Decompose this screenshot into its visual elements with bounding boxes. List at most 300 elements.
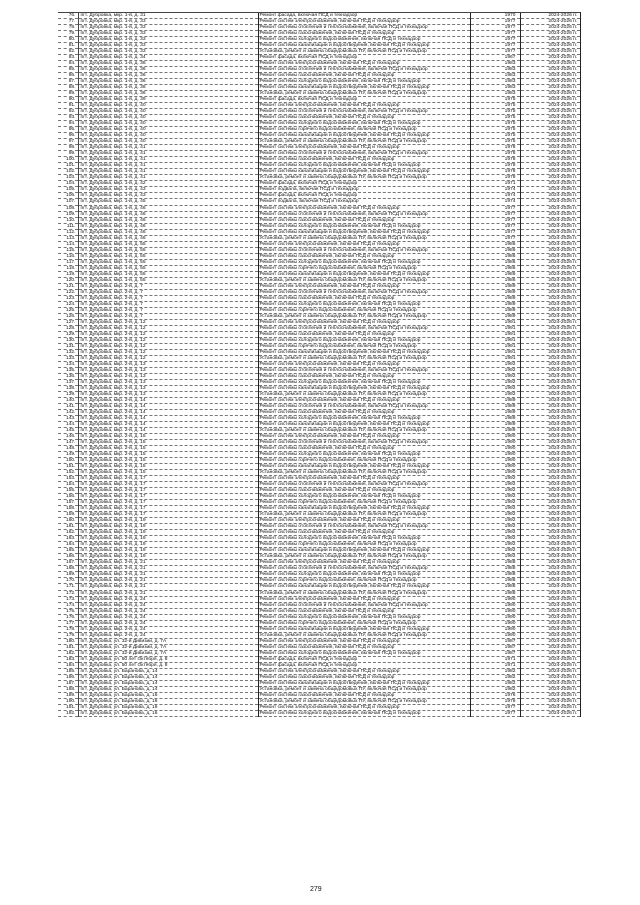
build-year-cell: 1978 bbox=[470, 157, 520, 163]
row-number: 167. bbox=[58, 560, 78, 566]
repair-period-cell: 2024-2026 гг. bbox=[520, 446, 580, 452]
repair-period-cell: 2024-2026 гг. bbox=[520, 632, 580, 638]
build-year-cell: 1977 bbox=[470, 235, 520, 241]
work-type-cell: Ремонт систем электроснабжения, включая ПСД и технадзор bbox=[258, 596, 470, 602]
address-cell: пгт. Дубровка, мкр. 2-й, д. 12 bbox=[78, 355, 258, 361]
repair-period-cell: 2024-2026 гг. bbox=[520, 67, 580, 73]
row-number: 127. bbox=[58, 319, 78, 325]
build-year-cell: 1991 bbox=[470, 325, 520, 331]
build-year-cell: 1975 bbox=[470, 127, 520, 133]
work-type-cell: Ремонт фасада, включая ПСД и технадзор bbox=[258, 97, 470, 103]
row-number: 131. bbox=[58, 343, 78, 349]
work-type-cell: Ремонт системы отопления и теплоснабжения, включая ПСД и технадзор bbox=[258, 482, 470, 488]
row-number: 149. bbox=[58, 452, 78, 458]
work-type-cell: Ремонт системы газоснабжения, включая ПСД и технадзор bbox=[258, 73, 470, 79]
build-year-cell: 1967 bbox=[470, 55, 520, 61]
repair-period-cell: 2024-2026 гг. bbox=[520, 704, 580, 710]
build-year-cell: 1991 bbox=[470, 355, 520, 361]
build-year-cell: 1983 bbox=[470, 61, 520, 67]
work-type-cell: Установка, ремонт и замена общедомовых ПУ, включая ПСД и технадзор bbox=[258, 277, 470, 283]
work-type-cell: Ремонт системы канализации и водоотведения, включая ПСД и технадзор bbox=[258, 385, 470, 391]
work-type-cell: Ремонт систем электроснабжения, включая ПСД и технадзор bbox=[258, 205, 470, 211]
address-cell: пгт. Дубровка, мкр. 1-й, д. 41 bbox=[78, 163, 258, 169]
row-number: 97. bbox=[58, 139, 78, 145]
address-cell: пгт. Дубровка, мкр. 1-й, д. 46 bbox=[78, 235, 258, 241]
repair-period-cell: 2024-2026 гг. bbox=[520, 73, 580, 79]
repair-period-cell: 2024-2026 гг. bbox=[520, 43, 580, 49]
row-number: 112. bbox=[58, 229, 78, 235]
work-type-cell: Ремонт системы холодного водоснабжения, включая ПСД и технадзор bbox=[258, 614, 470, 620]
row-number: 174. bbox=[58, 602, 78, 608]
row-number: 126. bbox=[58, 313, 78, 319]
work-type-cell: Ремонт системы канализации и водоотведения, включая ПСД и технадзор bbox=[258, 548, 470, 554]
address-cell: пгт. Дубровка, мкр. 1-й, д. 55 bbox=[78, 241, 258, 247]
repair-period-cell: 2024-2026 гг. bbox=[520, 686, 580, 692]
repair-period-cell: 2024-2026 гг. bbox=[520, 458, 580, 464]
work-type-cell: Ремонт систем электроснабжения, включая ПСД и технадзор bbox=[258, 103, 470, 109]
repair-schedule-table-wrapper bbox=[58, 12, 580, 717]
work-type-cell: Ремонт системы газоснабжения, включая ПСД и технадзор bbox=[258, 644, 470, 650]
address-cell: пгт. Дубровка, мкр. 1-й, д. 36 bbox=[78, 91, 258, 97]
address-cell: пгт. Дубровка, мкр. 1-й, д. 46 bbox=[78, 223, 258, 229]
address-cell: пгт. Дубровка, мкр. 2-й, д. 12 bbox=[78, 343, 258, 349]
address-cell: пгт. Дубровка, мкр. 2-й, д. 14 bbox=[78, 404, 258, 410]
work-type-cell: Ремонт системы горячего водоснабжения, включая ПСД и технадзор bbox=[258, 343, 470, 349]
repair-period-cell: 2024-2026 гг. bbox=[520, 361, 580, 367]
address-cell: пгт. Дубровка, мкр. 2-й, д. 24 bbox=[78, 614, 258, 620]
work-type-cell: Ремонт системы горячего водоснабжения, включая ПСД и технадзор bbox=[258, 542, 470, 548]
repair-period-cell: 2024-2026 гг. bbox=[520, 205, 580, 211]
address-cell: пгт. Дубровка, мкр. 2-й, д. 21 bbox=[78, 560, 258, 566]
row-number: 116. bbox=[58, 253, 78, 259]
row-number: 101. bbox=[58, 163, 78, 169]
address-cell: пгт. Дубровка, мкр. 1-й, д. 55 bbox=[78, 259, 258, 265]
build-year-cell: 1975 bbox=[470, 115, 520, 121]
address-cell: пгт. Дубровка, мкр. 2-й, д. 17 bbox=[78, 512, 258, 518]
address-cell: пгт. Дубровка, мкр. 1-й, д. 40 bbox=[78, 103, 258, 109]
build-year-cell: 1990 bbox=[470, 608, 520, 614]
work-type-cell: Установка, ремонт и замена общедомовых ПУ, включая ПСД и технадзор bbox=[258, 512, 470, 518]
build-year-cell: 1989 bbox=[470, 404, 520, 410]
address-cell: пгт. Дубровка, мкр. 2-й, д. 15 bbox=[78, 458, 258, 464]
build-year-cell: 1992 bbox=[470, 554, 520, 560]
address-cell: пгт. Дубровка, мкр. 1-й, д. 33 bbox=[78, 19, 258, 25]
build-year-cell: 1992 bbox=[470, 379, 520, 385]
work-type-cell: Установка, ремонт и замена общедомовых ПУ, включая ПСД и технадзор bbox=[258, 175, 470, 181]
build-year-cell: 1977 bbox=[470, 37, 520, 43]
repair-period-cell: 2024-2026 гг. bbox=[520, 512, 580, 518]
work-type-cell: Ремонт системы горячего водоснабжения, включая ПСД и технадзор bbox=[258, 307, 470, 313]
address-cell: пгт. Дубровка, мкр. 2-й, д. 13 bbox=[78, 379, 258, 385]
build-year-cell: 1990 bbox=[470, 602, 520, 608]
address-cell: пгт. Дубровка, мкр. 1-й, д. 46 bbox=[78, 211, 258, 217]
repair-period-cell: 2024-2026 гг. bbox=[520, 638, 580, 644]
row-number: 163. bbox=[58, 536, 78, 542]
row-number: 124. bbox=[58, 301, 78, 307]
repair-period-cell: 2024-2026 гг. bbox=[520, 265, 580, 271]
work-type-cell: Ремонт системы отопления и теплоснабжения, включая ПСД и технадзор bbox=[258, 247, 470, 253]
address-cell: пгт. Дубровка, мкр. 1-й, д. 41 bbox=[78, 157, 258, 163]
repair-period-cell: 2024-2026 гг. bbox=[520, 373, 580, 379]
repair-period-cell: 2024-2026 гг. bbox=[520, 506, 580, 512]
build-year-cell: 1975 bbox=[470, 133, 520, 139]
build-year-cell: 1992 bbox=[470, 367, 520, 373]
build-year-cell: 1990 bbox=[470, 458, 520, 464]
work-type-cell: Ремонт системы газоснабжения, включая ПСД и технадзор bbox=[258, 31, 470, 37]
repair-period-cell: 2024-2026 гг. bbox=[520, 109, 580, 115]
work-type-cell: Ремонт системы отопления и теплоснабжения, включая ПСД и технадзор bbox=[258, 602, 470, 608]
address-cell: пгт. Дубровка, мкр. 1-й, д. 46 bbox=[78, 229, 258, 235]
work-type-cell: Ремонт систем электроснабжения, включая ПСД и технадзор bbox=[258, 518, 470, 524]
address-cell: пгт. Дубровка, мкр. 1-й, д. 33 bbox=[78, 49, 258, 55]
repair-period-cell: 2024-2026 гг. bbox=[520, 313, 580, 319]
work-type-cell: Ремонт систем электроснабжения, включая ПСД и технадзор bbox=[258, 19, 470, 25]
row-number: 154. bbox=[58, 482, 78, 488]
address-cell: пгт. Дубровка, мкр. 1-й, д. 45 bbox=[78, 199, 258, 205]
build-year-cell: 1987 bbox=[470, 650, 520, 656]
row-number: 189. bbox=[58, 692, 78, 698]
address-cell: пгт. Дубровка, мкр. 2-й, д. 15 bbox=[78, 452, 258, 458]
build-year-cell: 1982 bbox=[470, 680, 520, 686]
repair-period-cell: 2024-2026 гг. bbox=[520, 566, 580, 572]
address-cell: пгт. Дубровка, мкр. 1-й, д. 55 bbox=[78, 271, 258, 277]
row-number: 99. bbox=[58, 151, 78, 157]
build-year-cell: 1978 bbox=[470, 175, 520, 181]
build-year-cell: 1977 bbox=[470, 223, 520, 229]
row-number: 152. bbox=[58, 470, 78, 476]
work-type-cell: Ремонт системы горячего водоснабжения, включая ПСД и технадзор bbox=[258, 265, 470, 271]
build-year-cell: 1977 bbox=[470, 217, 520, 223]
address-cell: пгт. Дубровка, мкр. 1-й, д. 40 bbox=[78, 127, 258, 133]
address-cell: пгт. Дубровка, мкр. 2-й, д. 14 bbox=[78, 428, 258, 434]
repair-period-cell: 2024-2026 гг. bbox=[520, 55, 580, 61]
row-number: 162. bbox=[58, 530, 78, 536]
row-number: 122. bbox=[58, 289, 78, 295]
repair-period-cell: 2024-2026 гг. bbox=[520, 452, 580, 458]
address-cell: пгт. Дубровка, мкр. 1-й, д. 43 bbox=[78, 193, 258, 199]
work-type-cell: Ремонт систем электроснабжения, включая ПСД и технадзор bbox=[258, 704, 470, 710]
repair-period-cell: 2024-2026 гг. bbox=[520, 440, 580, 446]
work-type-cell: Ремонт системы холодного водоснабжения, включая ПСД и технадзор bbox=[258, 536, 470, 542]
repair-period-cell: 2024-2026 гг. bbox=[520, 656, 580, 662]
work-type-cell: Ремонт системы холодного водоснабжения, включая ПСД и технадзор bbox=[258, 259, 470, 265]
build-year-cell: 1989 bbox=[470, 301, 520, 307]
row-number: 138. bbox=[58, 385, 78, 391]
repair-period-cell: 2024-2026 гг. bbox=[520, 367, 580, 373]
work-type-cell: Ремонт системы канализации и водоотведения, включая ПСД и технадзор bbox=[258, 85, 470, 91]
address-cell: пгт. Дубровка, мкр. 2-й, д. 17 bbox=[78, 494, 258, 500]
work-type-cell: Ремонт системы холодного водоснабжения, включая ПСД и технадзор bbox=[258, 37, 470, 43]
address-cell: пгт. Дубровка, мкр. 2-й, д. 13 bbox=[78, 373, 258, 379]
row-number: 165. bbox=[58, 548, 78, 554]
repair-period-cell: 2024-2026 гг. bbox=[520, 331, 580, 337]
repair-period-cell: 2024-2026 гг. bbox=[520, 121, 580, 127]
build-year-cell: 1992 bbox=[470, 530, 520, 536]
repair-period-cell: 2024-2026 гг. bbox=[520, 13, 580, 19]
build-year-cell: 1990 bbox=[470, 446, 520, 452]
row-number: 123. bbox=[58, 295, 78, 301]
repair-period-cell: 2024-2026 гг. bbox=[520, 698, 580, 704]
work-type-cell: Ремонт системы газоснабжения, включая ПСД и технадзор bbox=[258, 692, 470, 698]
row-number: 180. bbox=[58, 638, 78, 644]
build-year-cell: 1992 bbox=[470, 524, 520, 530]
row-number: 107. bbox=[58, 199, 78, 205]
repair-period-cell: 2024-2026 гг. bbox=[520, 253, 580, 259]
table-body bbox=[58, 13, 580, 717]
row-number: 113. bbox=[58, 235, 78, 241]
build-year-cell: 1988 bbox=[470, 590, 520, 596]
address-cell: пгт. Дубровка, мкр. 1-й, д. 36 bbox=[78, 85, 258, 91]
repair-period-cell: 2024-2026 гг. bbox=[520, 25, 580, 31]
row-number: 141. bbox=[58, 404, 78, 410]
work-type-cell: Ремонт системы канализации и водоотведения, включая ПСД и технадзор bbox=[258, 506, 470, 512]
work-type-cell: Ремонт системы газоснабжения, включая ПСД и технадзор bbox=[258, 253, 470, 259]
address-cell: пгт. Дубровка, мкр. 2-й, д. 24 bbox=[78, 596, 258, 602]
repair-period-cell: 2024-2026 гг. bbox=[520, 434, 580, 440]
repair-period-cell: 2024-2026 гг. bbox=[520, 476, 580, 482]
address-cell: пгт. Дубровка, мкр. 1-й, д. 33 bbox=[78, 43, 258, 49]
build-year-cell: 1992 bbox=[470, 542, 520, 548]
build-year-cell: 1990 bbox=[470, 452, 520, 458]
work-type-cell: Ремонт системы канализации и водоотведения, включая ПСД и технадзор bbox=[258, 349, 470, 355]
build-year-cell: 1976 bbox=[470, 692, 520, 698]
build-year-cell: 1976 bbox=[470, 698, 520, 704]
row-number: 170. bbox=[58, 578, 78, 584]
build-year-cell: 1990 bbox=[470, 434, 520, 440]
work-type-cell: Установка, ремонт и замена общедомовых ПУ, включая ПСД и технадзор bbox=[258, 470, 470, 476]
address-cell: пгт. Дубровка, мкр. 2-й, д. 19 bbox=[78, 536, 258, 542]
repair-period-cell: 2024-2026 гг. bbox=[520, 277, 580, 283]
work-type-cell: Ремонт системы отопления и теплоснабжения, включая ПСД и технадзор bbox=[258, 524, 470, 530]
address-cell: пгт. Дубровка, мкр. 1-й, д. 33 bbox=[78, 31, 258, 37]
row-number: 96. bbox=[58, 133, 78, 139]
build-year-cell: 1977 bbox=[470, 19, 520, 25]
row-number: 182. bbox=[58, 650, 78, 656]
row-number: 115. bbox=[58, 247, 78, 253]
row-number: 186. bbox=[58, 674, 78, 680]
repair-period-cell: 2024-2026 гг. bbox=[520, 199, 580, 205]
repair-period-cell: 2024-2026 гг. bbox=[520, 560, 580, 566]
row-number: 146. bbox=[58, 434, 78, 440]
build-year-cell: 1992 bbox=[470, 512, 520, 518]
build-year-cell: 1986 bbox=[470, 259, 520, 265]
row-number: 190. bbox=[58, 698, 78, 704]
address-cell: пгт. Дубровка, ул. Баранова, д. 16 bbox=[78, 704, 258, 710]
row-number: 88. bbox=[58, 85, 78, 91]
address-cell: пгт. Дубровка, мкр. 1-й, д. 40 bbox=[78, 109, 258, 115]
work-type-cell: Ремонт подвала, включая ПСД и технадзор bbox=[258, 199, 470, 205]
address-cell: пгт. Дубровка, мкр. 2-й, д. 24 bbox=[78, 608, 258, 614]
address-cell: пгт. Дубровка, мкр. 1-й, д. 55 bbox=[78, 277, 258, 283]
address-cell: пгт. Дубровка, мкр. 1-й, д. 34 bbox=[78, 55, 258, 61]
work-type-cell: Ремонт системы холодного водоснабжения, включая ПСД и технадзор bbox=[258, 416, 470, 422]
row-number: 153. bbox=[58, 476, 78, 482]
build-year-cell: 1982 bbox=[470, 686, 520, 692]
row-number: 150. bbox=[58, 458, 78, 464]
work-type-cell: Ремонт системы холодного водоснабжения, включая ПСД и технадзор bbox=[258, 223, 470, 229]
repair-period-cell: 2024-2026 гг. bbox=[520, 127, 580, 133]
address-cell: пгт. Дубровка, мкр. 2-й, д. 24 bbox=[78, 626, 258, 632]
repair-period-cell: 2024-2026 гг. bbox=[520, 385, 580, 391]
work-type-cell: Ремонт системы холодного водоснабжения, включая ПСД и технадзор bbox=[258, 379, 470, 385]
address-cell: пгт. Дубровка, мкр. 1-й, д. 55 bbox=[78, 247, 258, 253]
address-cell: пгт. Дубровка, мкр. 2-й, д. 15 bbox=[78, 464, 258, 470]
work-type-cell: Ремонт системы газоснабжения, включая ПСД и технадзор bbox=[258, 410, 470, 416]
row-number: 90. bbox=[58, 97, 78, 103]
row-number: 85. bbox=[58, 67, 78, 73]
address-cell: пгт. Дубровка, мкр. 2-й, д. 13 bbox=[78, 361, 258, 367]
repair-period-cell: 2024-2026 гг. bbox=[520, 391, 580, 397]
repair-period-cell: 2024-2026 гг. bbox=[520, 193, 580, 199]
work-type-cell: Ремонт фасада, включая ПСД и технадзор bbox=[258, 55, 470, 61]
row-number: 114. bbox=[58, 241, 78, 247]
address-cell: пгт. Дубровка, мкр. 1-й, д. 42 bbox=[78, 181, 258, 187]
repair-period-cell: 2024-2026 гг. bbox=[520, 668, 580, 674]
address-cell: пгт. Дубровка, мкр. 2-й, д. 15 bbox=[78, 470, 258, 476]
work-type-cell: Ремонт системы газоснабжения, включая ПСД и технадзор bbox=[258, 331, 470, 337]
work-type-cell: Ремонт систем электроснабжения, включая ПСД и технадзор bbox=[258, 361, 470, 367]
row-number: 142. bbox=[58, 410, 78, 416]
work-type-cell: Ремонт системы газоснабжения, включая ПСД и технадзор bbox=[258, 217, 470, 223]
build-year-cell: 1986 bbox=[470, 277, 520, 283]
build-year-cell: 1983 bbox=[470, 73, 520, 79]
address-cell: пгт. Дубровка, мкр. 2-й, д. 24 bbox=[78, 602, 258, 608]
build-year-cell: 1978 bbox=[470, 163, 520, 169]
row-number: 100. bbox=[58, 157, 78, 163]
work-type-cell: Ремонт систем электроснабжения, включая ПСД и технадзор bbox=[258, 476, 470, 482]
work-type-cell: Ремонт системы горячего водоснабжения, включая ПСД и технадзор bbox=[258, 458, 470, 464]
build-year-cell: 1977 bbox=[470, 49, 520, 55]
build-year-cell: 1986 bbox=[470, 247, 520, 253]
row-number: 82. bbox=[58, 49, 78, 55]
row-number: 92. bbox=[58, 109, 78, 115]
build-year-cell: 1975 bbox=[470, 109, 520, 115]
work-type-cell: Ремонт фасада, включая ПСД и технадзор bbox=[258, 656, 470, 662]
row-number: 140. bbox=[58, 398, 78, 404]
repair-period-cell: 2024-2026 гг. bbox=[520, 470, 580, 476]
repair-period-cell: 2024-2026 гг. bbox=[520, 602, 580, 608]
address-cell: пгт. Дубровка, мкр. 2-й, д. 13 bbox=[78, 367, 258, 373]
repair-period-cell: 2024-2026 гг. bbox=[520, 271, 580, 277]
address-cell: пгт. Дубровка, ул. Баранова, д. 14 bbox=[78, 686, 258, 692]
address-cell: пгт. Дубровка, ул. Баранова, д. 14 bbox=[78, 680, 258, 686]
build-year-cell: 1990 bbox=[470, 614, 520, 620]
work-type-cell: Ремонт системы газоснабжения, включая ПСД и технадзор bbox=[258, 373, 470, 379]
address-cell: пгт. Дубровка, мкр. 2-й, д. 21 bbox=[78, 584, 258, 590]
address-cell: пгт. Дубровка, мкр. 2-й, д. 21 bbox=[78, 566, 258, 572]
build-year-cell: 1989 bbox=[470, 416, 520, 422]
address-cell: пгт. Дубровка, мкр. 2-й, д. 21 bbox=[78, 572, 258, 578]
work-type-cell: Установка, ремонт и замена общедомовых ПУ, включая ПСД и технадзор bbox=[258, 49, 470, 55]
row-number: 157. bbox=[58, 500, 78, 506]
address-cell: пгт. Дубровка, мкр. 2-й, д. 12 bbox=[78, 319, 258, 325]
build-year-cell: 1977 bbox=[470, 25, 520, 31]
row-number: 106. bbox=[58, 193, 78, 199]
build-year-cell: 1975 bbox=[470, 97, 520, 103]
work-type-cell: Ремонт систем электроснабжения, включая ПСД и технадзор bbox=[258, 434, 470, 440]
address-cell: пгт. Дубровка, мкр. 2-й, д. 15 bbox=[78, 440, 258, 446]
address-cell: пгт. Дубровка, мкр. 1-й, д. 40 bbox=[78, 133, 258, 139]
work-type-cell: Установка, ремонт и замена общедомовых ПУ, включая ПСД и технадзор bbox=[258, 139, 470, 145]
address-cell: пгт. Дубровка, ул. Баранова, д. 16 bbox=[78, 710, 258, 716]
work-type-cell: Установка, ремонт и замена общедомовых ПУ, включая ПСД и технадзор bbox=[258, 698, 470, 704]
repair-period-cell: 2024-2026 гг. bbox=[520, 500, 580, 506]
repair-period-cell: 2024-2026 гг. bbox=[520, 79, 580, 85]
work-type-cell: Установка, ремонт и замена общедомовых ПУ, включая ПСД и технадзор bbox=[258, 91, 470, 97]
work-type-cell: Ремонт системы отопления и теплоснабжения, включая ПСД и технадзор bbox=[258, 566, 470, 572]
row-number: 176. bbox=[58, 614, 78, 620]
row-number: 143. bbox=[58, 416, 78, 422]
repair-period-cell: 2024-2026 гг. bbox=[520, 584, 580, 590]
repair-period-cell: 2024-2026 гг. bbox=[520, 175, 580, 181]
repair-period-cell: 2024-2026 гг. bbox=[520, 548, 580, 554]
row-number: 77. bbox=[58, 19, 78, 25]
row-number: 103. bbox=[58, 175, 78, 181]
build-year-cell: 1986 bbox=[470, 241, 520, 247]
work-type-cell: Ремонт системы отопления и теплоснабжения, включая ПСД и технадзор bbox=[258, 289, 470, 295]
work-type-cell: Установка, ремонт и замена общедомовых ПУ, включая ПСД и технадзор bbox=[258, 391, 470, 397]
repair-period-cell: 2024-2026 гг. bbox=[520, 19, 580, 25]
row-number: 130. bbox=[58, 337, 78, 343]
build-year-cell: 1977 bbox=[470, 710, 520, 716]
row-number: 81. bbox=[58, 43, 78, 49]
row-number: 168. bbox=[58, 566, 78, 572]
repair-period-cell: 2024-2026 гг. bbox=[520, 115, 580, 121]
address-cell: пгт. Дубровка, мкр. 1-й, д. 40 bbox=[78, 115, 258, 121]
repair-period-cell: 2024-2026 гг. bbox=[520, 259, 580, 265]
repair-period-cell: 2024-2026 гг. bbox=[520, 103, 580, 109]
work-type-cell: Ремонт систем электроснабжения, включая ПСД и технадзор bbox=[258, 283, 470, 289]
build-year-cell: 1990 bbox=[470, 470, 520, 476]
repair-period-cell: 2024-2026 гг. bbox=[520, 422, 580, 428]
row-number: 98. bbox=[58, 145, 78, 151]
build-year-cell: 1992 bbox=[470, 536, 520, 542]
build-year-cell: 1989 bbox=[470, 307, 520, 313]
row-number: 117. bbox=[58, 259, 78, 265]
repair-period-cell: 2024-2026 гг. bbox=[520, 518, 580, 524]
work-type-cell: Ремонт фасада, включая ПСД и технадзор bbox=[258, 193, 470, 199]
row-number: 94. bbox=[58, 121, 78, 127]
row-number: 133. bbox=[58, 355, 78, 361]
repair-period-cell: 2024-2026 гг. bbox=[520, 217, 580, 223]
repair-period-cell: 2024-2026 гг. bbox=[520, 530, 580, 536]
address-cell: пгт. Дубровка, мкр. 2-й, д. 7 bbox=[78, 307, 258, 313]
build-year-cell: 1978 bbox=[470, 151, 520, 157]
repair-period-cell: 2024-2026 гг. bbox=[520, 187, 580, 193]
work-type-cell: Ремонт фасада, включая ПСД и технадзор bbox=[258, 181, 470, 187]
build-year-cell: 1978 bbox=[470, 145, 520, 151]
address-cell: пгт. Дубровка, ул. Баранова, д. 16 bbox=[78, 692, 258, 698]
repair-period-cell: 2024-2026 гг. bbox=[520, 379, 580, 385]
row-number: 134. bbox=[58, 361, 78, 367]
work-type-cell: Ремонт фасада, включая ПСД и технадзор bbox=[258, 662, 470, 668]
repair-period-cell: 2024-2026 гг. bbox=[520, 482, 580, 488]
build-year-cell: 1975 bbox=[470, 103, 520, 109]
row-number: 179. bbox=[58, 632, 78, 638]
repair-period-cell: 2024-2026 гг. bbox=[520, 349, 580, 355]
work-type-cell: Ремонт системы отопления и теплоснабжения, включая ПСД и технадзор bbox=[258, 440, 470, 446]
row-number: 95. bbox=[58, 127, 78, 133]
build-year-cell: 1977 bbox=[470, 31, 520, 37]
build-year-cell: 1978 bbox=[470, 169, 520, 175]
repair-period-cell: 2024-2026 гг. bbox=[520, 626, 580, 632]
row-number: 135. bbox=[58, 367, 78, 373]
repair-period-cell: 2024-2026 гг. bbox=[520, 325, 580, 331]
row-number: 105. bbox=[58, 187, 78, 193]
work-type-cell: Установка, ремонт и замена общедомовых ПУ, включая ПСД и технадзор bbox=[258, 428, 470, 434]
build-year-cell: 1990 bbox=[470, 596, 520, 602]
address-cell: пгт. Дубровка, мкр. 1-й, д. 40 bbox=[78, 121, 258, 127]
